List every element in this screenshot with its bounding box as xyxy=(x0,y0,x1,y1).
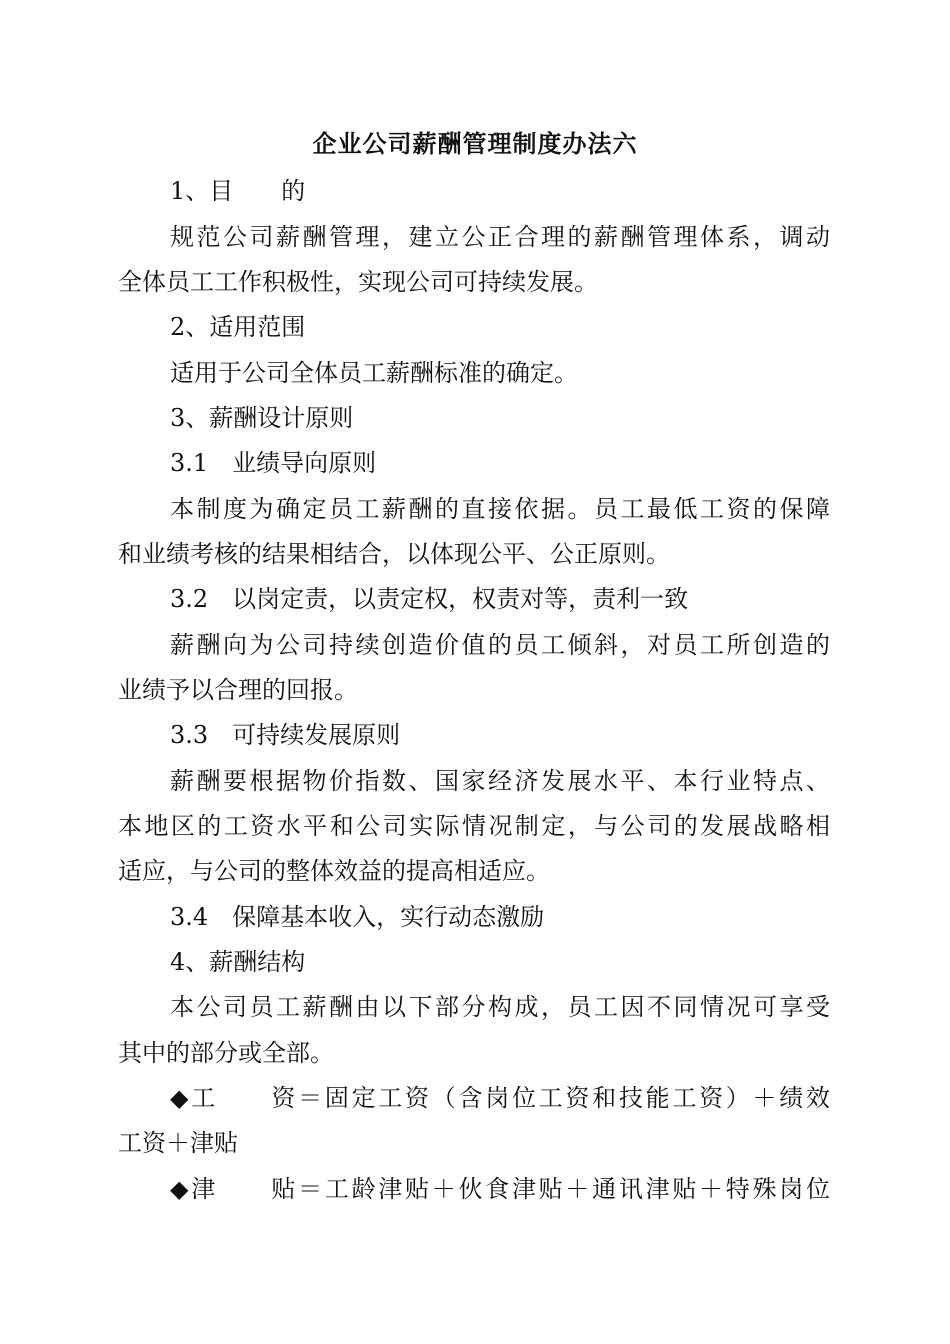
paragraph-line: 业绩予以合理的回报。 xyxy=(118,676,358,704)
paragraph-line: 适用于公司全体员工薪酬标准的确定。 xyxy=(170,359,578,387)
paragraph-line: 本制度为确定员工薪酬的直接依据。员工最低工资的保障 xyxy=(170,495,830,523)
bullet-item-salary: ◆工 资＝固定工资（含岗位工资和技能工资）＋绩效 xyxy=(170,1084,830,1112)
subsection-3-1-heading: 3.1 业绩导向原则 xyxy=(170,449,377,477)
paragraph-line: 工资＋津贴 xyxy=(118,1129,238,1157)
paragraph-line: 本公司员工薪酬由以下部分构成，员工因不同情况可享受 xyxy=(170,993,830,1021)
paragraph-line: 全体员工工作积极性，实现公司可持续发展。 xyxy=(118,268,598,296)
paragraph-line: 和业绩考核的结果相结合，以体现公平、公正原则。 xyxy=(118,540,670,568)
diamond-bullet-icon: ◆ xyxy=(170,1175,192,1203)
paragraph-line: 本地区的工资水平和公司实际情况制定，与公司的发展战略相 xyxy=(118,812,830,840)
section-1-heading: 1、目 的 xyxy=(170,177,306,205)
subsection-3-4-heading: 3.4 保障基本收入，实行动态激励 xyxy=(170,903,545,931)
paragraph-line: 适应，与公司的整体效益的提高相适应。 xyxy=(118,857,550,885)
paragraph-line: 薪酬要根据物价指数、国家经济发展水平、本行业特点、 xyxy=(170,767,830,795)
subsection-3-3-heading: 3.3 可持续发展原则 xyxy=(170,721,401,749)
paragraph-line: 其中的部分或全部。 xyxy=(118,1039,334,1067)
document-title: 企业公司薪酬管理制度办法六 xyxy=(312,130,638,158)
section-2-heading: 2、适用范围 xyxy=(170,313,306,341)
paragraph-line: 薪酬向为公司持续创造价值的员工倾斜，对员工所创造的 xyxy=(170,631,830,659)
paragraph-line: 规范公司薪酬管理，建立公正合理的薪酬管理体系，调动 xyxy=(170,223,830,251)
section-3-heading: 3、薪酬设计原则 xyxy=(170,404,354,432)
diamond-bullet-icon: ◆ xyxy=(170,1084,192,1112)
section-4-heading: 4、薪酬结构 xyxy=(170,948,306,976)
bullet-item-allowance: ◆津 贴＝工龄津贴＋伙食津贴＋通讯津贴＋特殊岗位 xyxy=(170,1175,830,1203)
subsection-3-2-heading: 3.2 以岗定责，以责定权，权责对等，责利一致 xyxy=(170,585,689,613)
